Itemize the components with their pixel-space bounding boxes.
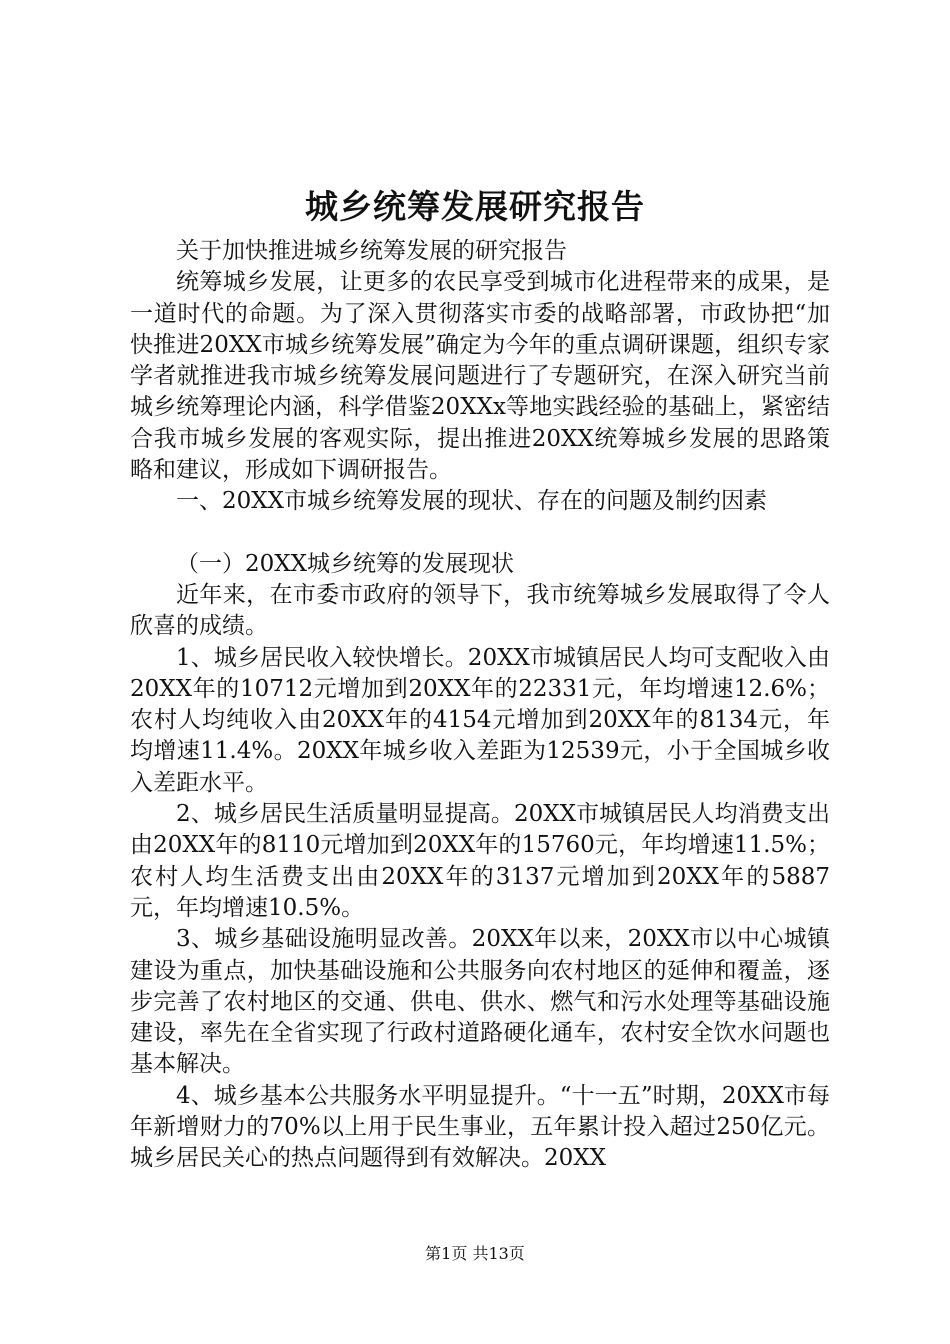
paragraph-item-3: 3、城乡基础设施明显改善。20XX年以来，20XX市以中心城镇建设为重点，加快基础设施和公共服务向农村地区的延伸和覆盖，逐步完善了农村地区的交通、供电、供水、燃气和污水处理等基础设施建设，率先在全省实现了行政村道路硬化通车，农村安全饮水问题也基本解决。 xyxy=(130,926,830,1078)
paragraph-item-4: 4、城乡基本公共服务水平明显提升。“十一五”时期，20XX市每年新增财力的70%以上用于民生事业，五年累计投入超过250亿元。城乡居民关心的热点问题得到有效解决。20XX xyxy=(130,1082,830,1172)
section-heading-1: 一、20XX市城乡统筹发展的现状、存在的问题及制约因素 xyxy=(176,488,768,515)
paragraph-overview: 近年来，在市委市政府的领导下，我市统筹城乡发展取得了令人欣喜的成绩。 xyxy=(130,581,830,640)
paragraph-item-2: 2、城乡居民生活质量明显提高。20XX市城镇居民人均消费支出由20XX年的8110元增加到20XX年的15760元，年均增速11.5%；农村人均生活费支出由20XX年的3137元增加到20XX年的5887元，年均增速10.5%。 xyxy=(130,801,830,921)
page-footer: 第1页 共13页 xyxy=(425,1244,525,1263)
report-subtitle: 关于加快推进城乡统筹发展的研究报告 xyxy=(176,238,567,264)
document-body xyxy=(130,236,830,1175)
paragraph-intro: 统筹城乡发展，让更多的农民享受到城市化进程带来的成果，是一道时代的命题。为了深入贯彻落实市委的战略部署，市政协把“加快推进20XX市城乡统筹发展”确定为今年的重点调研课题，组织专家学者就推进我市城乡统筹发展问题进行了专题研究，在深入研究当前城乡统筹理论内涵，科学借鉴20XXx等地实践经验的基础上，紧密结合我市城乡发展的客观实际，提出推进20XX统筹城乡发展的思路策略和建议，形成如下调研报告。 xyxy=(130,269,830,484)
paragraph-item-1: 1、城乡居民收入较快增长。20XX市城镇居民人均可支配收入由20XX年的10712元增加到20XX年的22331元，年均增速12.6%；农村人均纯收入由20XX年的4154元增加到20XX年的8134元，年均增速11.4%。20XX年城乡收入差距为12539元，小于全国城乡收入差距水平。 xyxy=(130,644,830,796)
document-title: 城乡统筹发展研究报告 xyxy=(305,187,645,226)
subsection-heading-1: （一）20XX城乡统筹的发展现状 xyxy=(176,550,515,577)
